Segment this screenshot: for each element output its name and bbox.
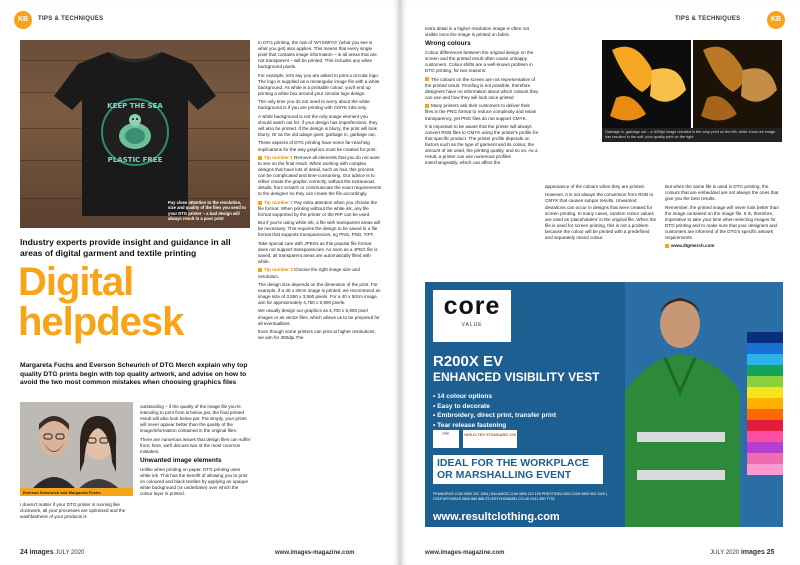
rcol3-url[interactable]: www.dtgmerch.com [665, 243, 781, 249]
page-number: 24 [20, 549, 28, 556]
authors-photo [20, 402, 133, 494]
tip-1-label: Tip number 1 [264, 154, 293, 160]
col4-p4: We usually design our graphics as 4,700 x 5,900 pixel images or as vector files, which allows us to be prepared for all eventualities. [258, 308, 380, 326]
right-footer-url[interactable]: www.images-magazine.com [425, 550, 505, 556]
rcol3-p1: But when the same file is used in DTG printing, the colours that are embedded are not always the ones that give you the best results. [665, 184, 779, 202]
oeko-tex-badge: OEKO-TEX STANDARD 100 [463, 430, 517, 448]
tip-3-label: Tip number 3 [264, 267, 293, 273]
standfirst: Industry experts provide insight and guidance in all areas of digital garment and textile printing [20, 237, 231, 258]
headline-line-2: helpdesk [18, 300, 184, 344]
kb-badge: KB [767, 11, 785, 29]
swatch [747, 398, 783, 409]
col3-p3: The only time you do not need to worry about the white background is if you are printing with CMYK inks only. [258, 99, 370, 111]
feature-item: • 14 colour options [433, 393, 493, 400]
feature-item: • Embroidery, direct print, transfer print [433, 412, 557, 420]
ppe-badge: PPE [433, 430, 459, 448]
core-value-logo: core VALUE [433, 290, 511, 342]
tip-1 [258, 155, 382, 198]
swatch [747, 409, 783, 420]
core-value-advert[interactable] [425, 282, 783, 527]
tip-3 [258, 267, 382, 279]
certification-badges [433, 430, 517, 448]
ad-banner: IDEAL FOR THE WORKPLACE OR MARSHALLING EVENT [433, 455, 603, 484]
rcol2-p1: appearance of the colours when they are printed. [545, 184, 645, 189]
col3-p1: In DTG printing, the rule of 'WYSIWYG' (what you see is what you get) also applies. This means that every single pixel that contains image information – ie all areas that are not transparent – will be printed. This includes any white background pixels. [258, 40, 377, 70]
right-column-2 [545, 184, 657, 243]
column-1 [20, 502, 132, 523]
byline: Margareta Fuchs and Everson Scheurich of DTG Merch explain why top quality DTG prints begin with top quality artwork, and advise on how to avoid the two most common mistakes when choosing graphics files [20, 362, 248, 387]
ad-contact: PEMAGROS.COM 0800 202 1354 | BALAMOS.COM 0800 212 190 PRESTIGELOGIX.COM 0800 902 1100 | CENTURYNISAS 0800 889 888 STLESTYHOMAND.CO.UK 0141 550 7778 [433, 492, 607, 501]
authors-caption: Everson Scheurich and Margareta Fuchs [20, 488, 133, 496]
col4-p1: But if you're using white ink, a file with transparent areas will be necessary. This requires the design to be saved in a file format that supports transparencies, eg PNG, PSD, TIFF. [258, 220, 381, 238]
col4-p3: The design size depends on the dimension of the print. For example, if a 30 x 30cm image is printed, we recommend an image size of 3,550 x 3,550 pixels. For a 40 x 50cm image, aim for approximately 4,750 x 5,900 pixels. [258, 281, 381, 306]
headline-line-1: Digital [18, 260, 134, 304]
tip-2-label: Tip number 2 [264, 199, 293, 205]
feature-item: • Tear release fastening [433, 421, 507, 429]
swatch [747, 431, 783, 442]
print-comparison-caption: Garbage in, garbage out – a 300dpi image resulted in the crisp print on the left, while a low-res image has resulted in the soft, poor quality print on the right [602, 128, 782, 142]
headline [18, 262, 258, 342]
swatch [747, 453, 783, 464]
swatch [747, 387, 783, 398]
svg-text:PLASTIC FREE: PLASTIC FREE [107, 156, 163, 164]
section-label: TIPS & TECHNIQUES [38, 16, 104, 22]
rcol1-b2: Many printers ask their customers to deliver their files in the PNG format to reduce complexity and retain transparency, yet PNG files do not support CMYK. [425, 103, 537, 121]
rcol1-b1: The colours on the screen are not representative of the printed result. Proofing is not possible, therefore designers have no information about which colours they can use and how they will look once printed [425, 76, 539, 100]
rcol1-p1: extra detail in a higher resolution image is often not visible once the image is printed on fabric. [425, 26, 529, 38]
swatch [747, 354, 783, 365]
col3-p5: These aspects of DTG printing have some far-reaching implications for the way graphics must be created for print. [258, 140, 377, 152]
svg-text:KEEP THE SEA: KEEP THE SEA [107, 102, 163, 110]
rcol3-p2: Remember, the printed image will never look better than the image contained on the image file. It is, therefore, imperative to take your time when selecting images for DTG printing and to make sure that your designers and customers are informed of the DTG's specific artwork requirements. [665, 204, 779, 241]
swatch [747, 332, 783, 343]
right-column-1 [425, 26, 539, 169]
col2-p3: Unlike when printing on paper, DTG printing uses white ink. This has the benefit of allowing you to print on coloured and black textiles by applying an opaque white background (or underbase) over which the colour layer is printed. [140, 466, 249, 497]
tip-2 [258, 200, 382, 218]
column-2 [140, 404, 252, 500]
section-label: TIPS & TECHNIQUES [675, 16, 741, 22]
feature-item: • Easy to decorate [433, 402, 490, 410]
col2-p1: outstanding – if the quality of the image file you're intending to print from is below par, the final printed result will also look below par. Put simply, your prints will never appear better than the quality of the image/information contained in the original files. [140, 404, 247, 434]
col4-p2: Take special care with JPEGs as this popular file format does not support transparencies. As soon as a JPEG file is saved, all transparent areas are automatically filled with white. [258, 240, 378, 265]
rcol1-p2: Colour differences between the original design on the screen and the printed result often cause unhappy customers. Colour shifts are a well-known problem in DTG printing, for two reasons: [425, 50, 534, 74]
col1-intro: I doesn't matter if your DTG printer is running like clockwork, all your processes are optimised and the washfastness of your products is [20, 502, 126, 520]
swatch [747, 376, 783, 387]
tip-3-text: Choose the right image size and resolution. [258, 267, 360, 279]
swatch [747, 343, 783, 354]
rcol1-heading: Wrong colours [425, 40, 471, 48]
left-footer [20, 549, 84, 556]
col2-p2: There are numerous issues that design files can suffer from; here, we'll discuss two of the most common mistakes. [140, 436, 251, 454]
rcol2-p2: However, it is not always the conversion from RGB to CMYK that causes subpar results. Unwanted deviations can occur in designs that were created for screen printing. In many cases, random colour values are used as 'placeholders' in the original file. When the file is used for screen printing, this is not a problem because the colour will be printed with a predefined and separately mixed colour. [545, 192, 657, 241]
issue-date: JULY 2020 [710, 550, 740, 556]
ad-url-link[interactable]: www.resultclothing.com [433, 511, 560, 523]
left-footer-url[interactable]: www.images-magazine.com [275, 550, 355, 556]
col3-p4: A white background is not the only image element you should watch out for: if your design has imperfections, they will also be printed. If the design is blurry, the print will look blurry. Or as the old adage goes: garbage in, garbage out. [258, 113, 378, 138]
right-column-3 [665, 184, 781, 252]
right-footer [710, 549, 774, 556]
issue-date: JULY 2020 [55, 550, 85, 556]
tip-2-text: Pay extra attention when you choose the file format. When printing without the white ink, any file format supported by the printer or the RIP can be used. [258, 199, 378, 217]
rcol1-p3: It is important to be aware that the printer will always convert RGB files to CMYK using the printer's profile for that specific product. The printer profile depends on factors such as the type of garment and its colour, the amount of ink used, the printing quality, and so on. As a result, a printer can use numerous profiles interchangeably, which can affect the [425, 123, 539, 166]
col3-p2: For example, let's say you are asked to print a circular logo. The logo is supplied as a rectangular image file with a white background. As white is a printable colour, you'll end up printing a white box around your circular logo design. [258, 72, 380, 97]
magazine-name: images [29, 549, 54, 556]
column-3 [258, 40, 382, 343]
swatch [747, 365, 783, 376]
feature-list [433, 392, 556, 430]
print-comparison-image [602, 40, 782, 130]
col2-heading: Unwanted image elements [140, 457, 222, 465]
photo-caption: Pay close attention to the resolution, size and quality of the files you send to your DTG printer – a bad design will always result in a poor print [168, 200, 246, 221]
page-number: 25 [766, 549, 775, 556]
kb-badge: KB [14, 11, 32, 29]
swatch [747, 464, 783, 475]
col4-p5: Even though some printers can print at higher resolutions, we aim for 300dpi.The [258, 328, 376, 341]
swatch [747, 420, 783, 431]
magazine-name: images [740, 549, 765, 556]
tip-1-text: Remove all elements that you do not want to see on the final result. When working with complex designs that have lots of detail, such as hair, this process can be complicated and time-consuming. Our advice is to either create the graphic correctly, without the extraneous details, from scratch or communicate the exact requirements to the designer so they can create the file accordingly. [258, 154, 382, 197]
swatch [747, 442, 783, 453]
colour-swatches [747, 332, 783, 475]
product-title: R200X EV ENHANCED VISIBILITY VEST [433, 353, 600, 384]
